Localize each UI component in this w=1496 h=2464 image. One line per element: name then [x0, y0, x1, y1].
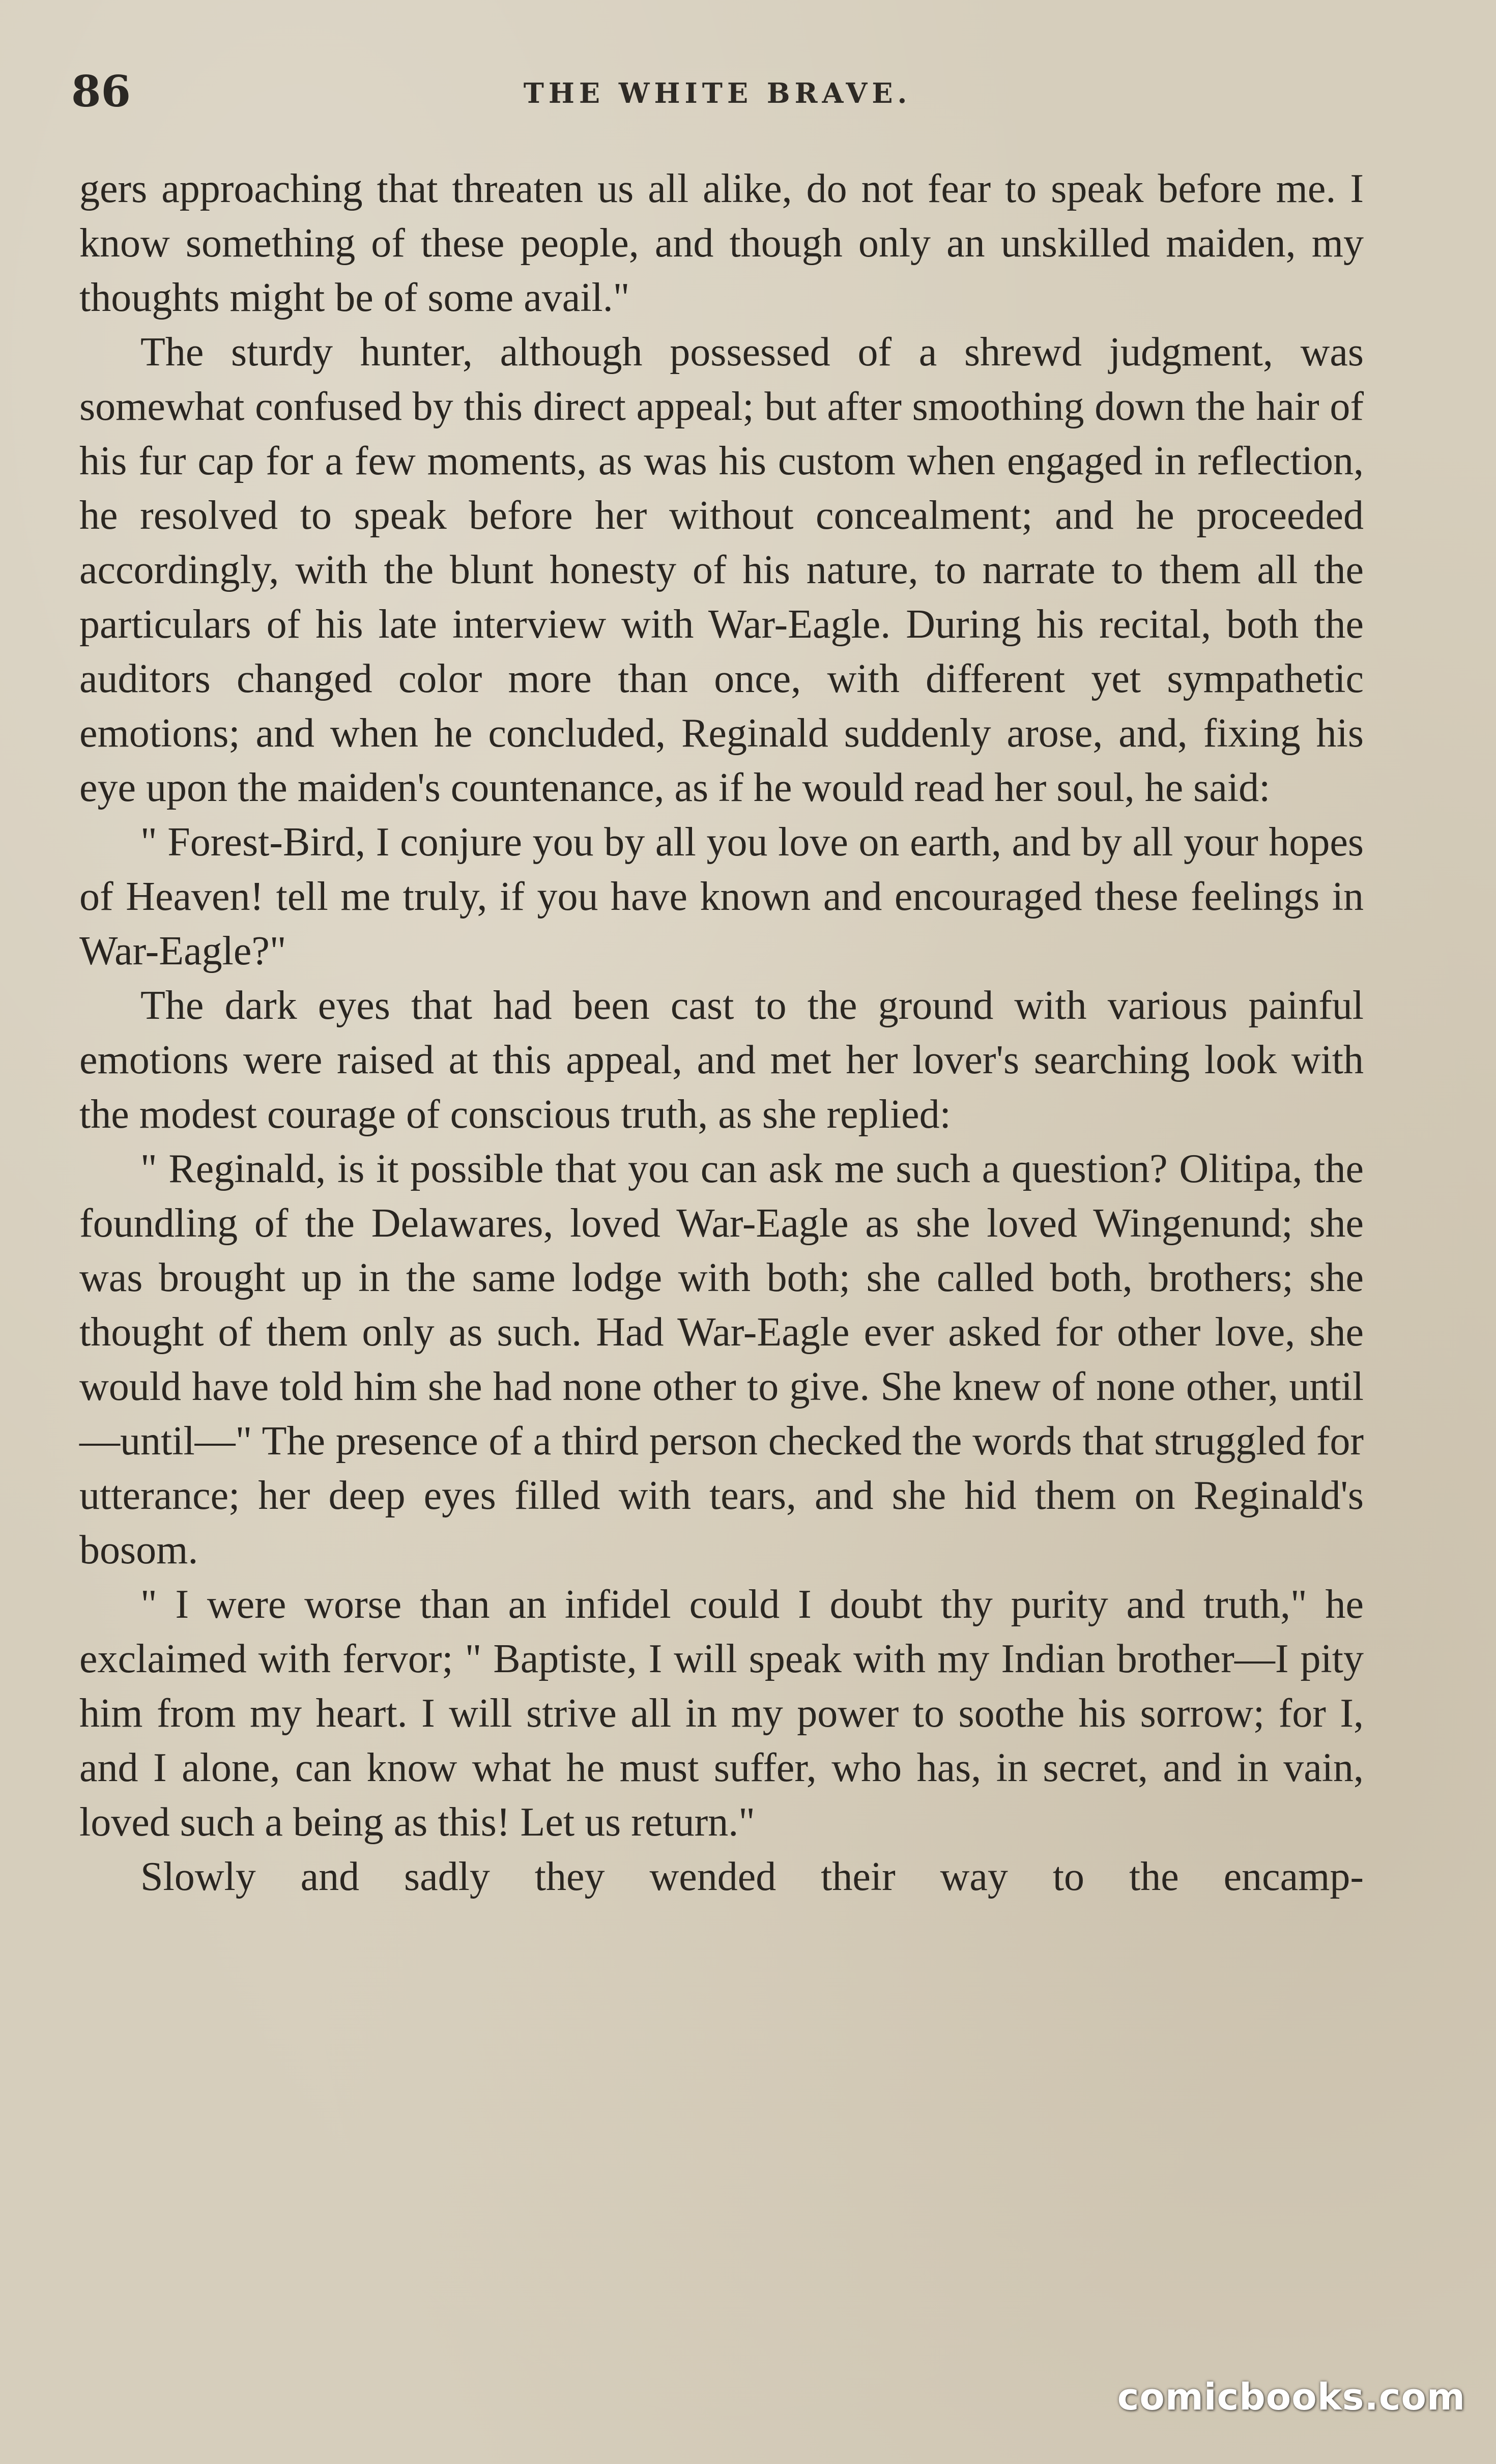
paragraph: The dark eyes that had been cast to the ground with various painful emotions were raised at this appeal, and met her lover's searching look with the modest courage of conscious truth, as she replied:	[79, 983, 1364, 1137]
paragraph: " I were worse than an infidel could I doubt thy purity and truth," he exclaimed with fervor; " Baptiste, I will speak with my Indian brother—I pity him from my heart. I will strive all in my power to soothe his sorrow; for I, and I alone, can know what he must suffer, who has, in secret, and in vain, loved such a being as this! Let us return."	[79, 1582, 1364, 1845]
body-text	[79, 162, 1364, 1904]
page-number: 86	[71, 66, 131, 117]
page-header	[71, 66, 1364, 132]
paragraph: " Forest-Bird, I conjure you by all you love on earth, and by all your hopes of Heaven! tell me truly, if you have known and encouraged these feelings in War-Eagle?"	[79, 820, 1364, 973]
paragraph: The sturdy hunter, although possessed of a shrewd judgment, was somewhat confused by this direct appeal; but after smoothing down the hair of his fur cap for a few moments, as was his custom when engaged in reflection, he resolved to speak before her without concealment; and he proceeded accordingly, with the blunt honesty of his nature, to narrate to them all the particulars of his late interview with War-Eagle. During his recital, both the auditors changed color more than once, with different yet sympathetic emotions; and when he concluded, Reginald suddenly arose, and, fixing his eye upon the maiden's countenance, as if he would read her soul, he said:	[79, 330, 1364, 810]
paragraph: gers approaching that threaten us all alike, do not fear to speak before me. I know something of these people, and though only an unskilled maiden, my thoughts might be of some avail."	[79, 166, 1364, 320]
running-title: THE WHITE BRAVE.	[523, 77, 912, 109]
paragraph: " Reginald, is it possible that you can ask me such a question? Olitipa, the foundling of the Delawares, loved War-Eagle as she loved Wingenund; she was brought up in the same lodge with both; she called both, brothers; she thought of them only as such. Had War-Eagle ever asked for other love, she would have told him she had none other to give. She knew of none other, until—until—" The presence of a third person checked the words that struggled for utterance; her deep eyes filled with tears, and she hid them on Reginald's bosom.	[79, 1147, 1364, 1572]
watermark: comicbooks.com	[1117, 2375, 1465, 2418]
paragraph: Slowly and sadly they wended their way to the encamp-	[140, 1854, 1364, 1899]
